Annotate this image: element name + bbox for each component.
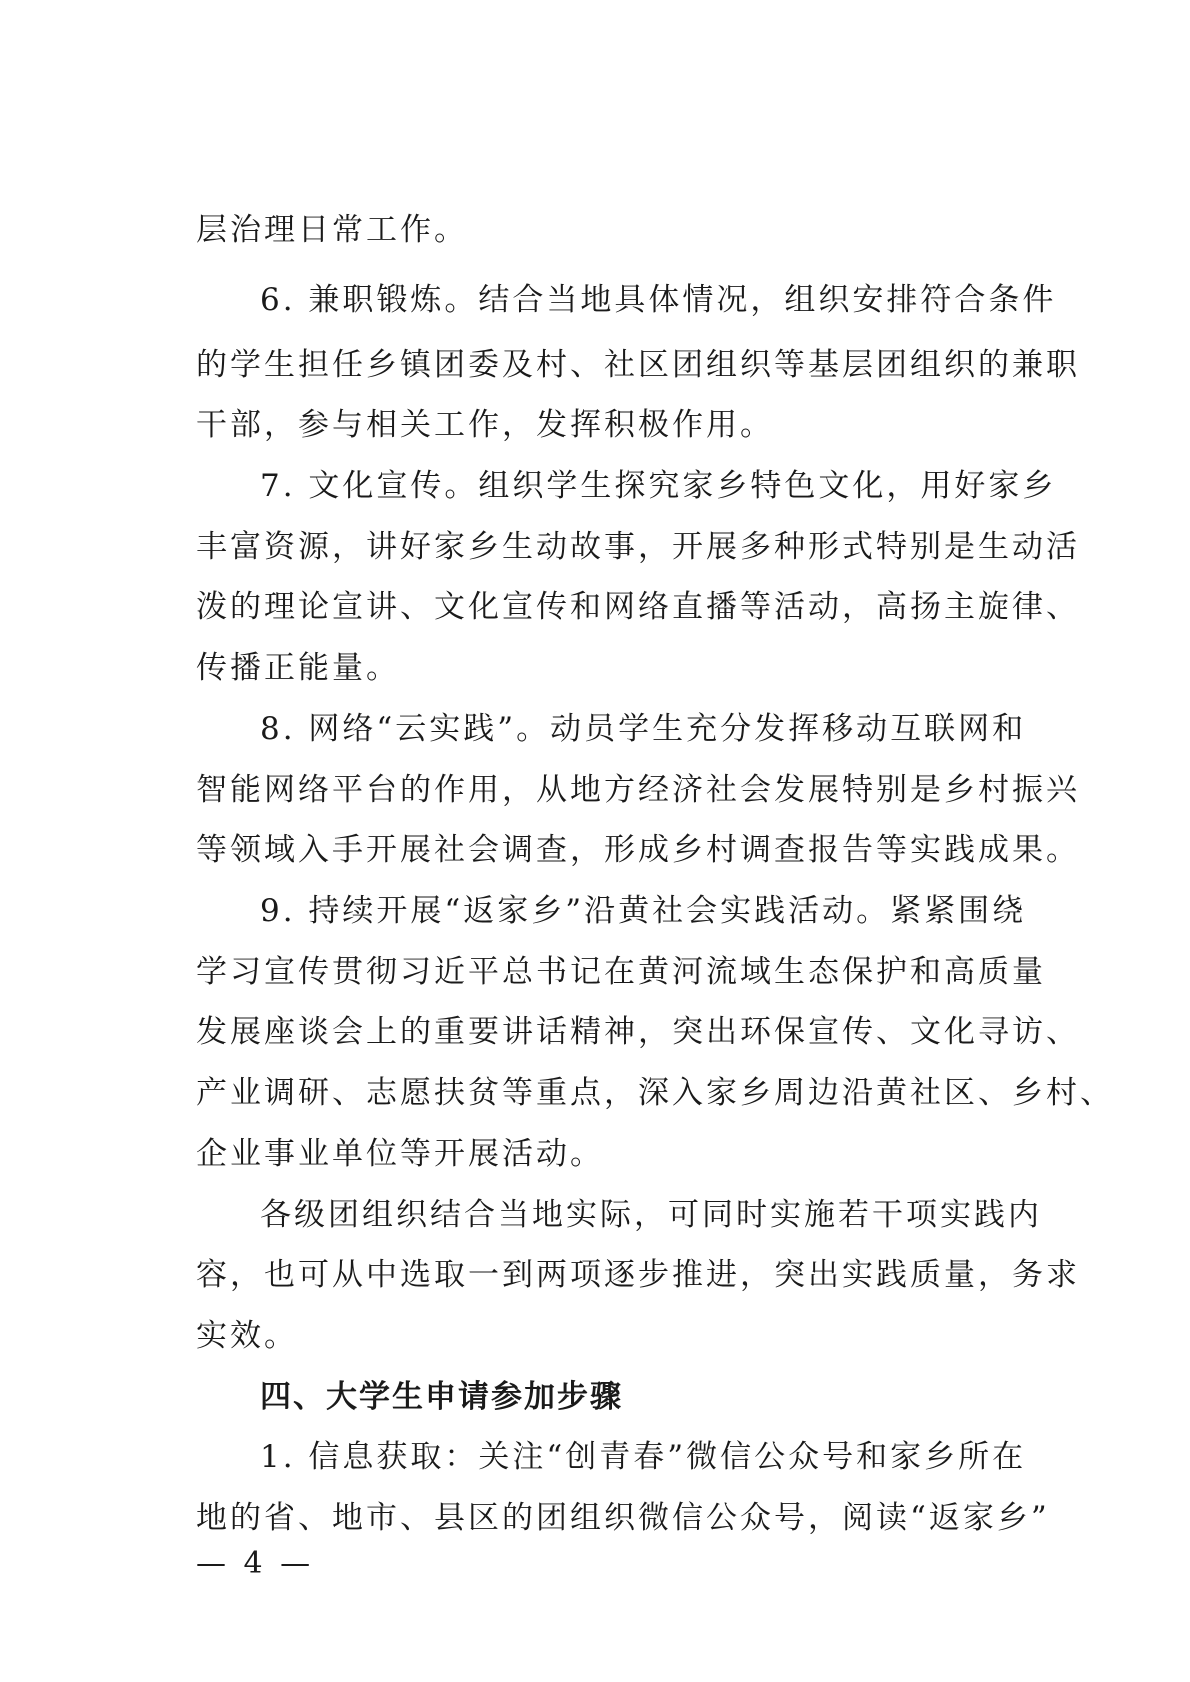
section-heading: 四、大学生申请参加步骤 [260, 1379, 623, 1415]
text-line: 智能网络平台的作用，从地方经济社会发展特别是乡村振兴 [196, 772, 1080, 808]
text-line: 产业调研、志愿扶贫等重点，深入家乡周边沿黄社区、乡村、 [196, 1075, 1114, 1111]
text-line: 1. 信息获取：关注“创青春”微信公众号和家乡所在 [260, 1439, 1027, 1475]
page-number: — 4 — [196, 1546, 315, 1581]
text-line: 9. 持续开展“返家乡”沿黄社会实践活动。紧紧围绕 [260, 893, 1027, 929]
text-line: 企业事业单位等开展活动。 [196, 1136, 604, 1172]
text-line: 干部，参与相关工作，发挥积极作用。 [196, 407, 774, 443]
text-line: 等领域入手开展社会调查，形成乡村调查报告等实践成果。 [196, 832, 1080, 868]
text-line: 学习宣传贯彻习近平总书记在黄河流域生态保护和高质量 [196, 954, 1046, 990]
text-line: 传播正能量。 [196, 650, 400, 686]
text-line: 7. 文化宣传。组织学生探究家乡特色文化，用好家乡 [260, 468, 1057, 504]
text-line: 发展座谈会上的重要讲话精神，突出环保宣传、文化寻访、 [196, 1014, 1080, 1050]
text-line: 地的省、地市、县区的团组织微信公众号，阅读“返家乡” [196, 1500, 1050, 1536]
text-line: 8. 网络“云实践”。动员学生充分发挥移动互联网和 [260, 711, 1027, 747]
text-line: 层治理日常工作。 [196, 212, 468, 248]
text-line: 的学生担任乡镇团委及村、社区团组织等基层团组织的兼职 [196, 347, 1080, 383]
text-line: 泼的理论宣讲、文化宣传和网络直播等活动，高扬主旋律、 [196, 589, 1080, 625]
text-line: 6. 兼职锻炼。结合当地具体情况，组织安排符合条件 [260, 282, 1057, 318]
text-line: 各级团组织结合当地实际，可同时实施若干项实践内 [260, 1197, 1042, 1233]
text-line: 实效。 [196, 1318, 298, 1354]
text-line: 丰富资源，讲好家乡生动故事，开展多种形式特别是生动活 [196, 529, 1080, 565]
text-line: 容，也可从中选取一到两项逐步推进，突出实践质量，务求 [196, 1257, 1080, 1293]
